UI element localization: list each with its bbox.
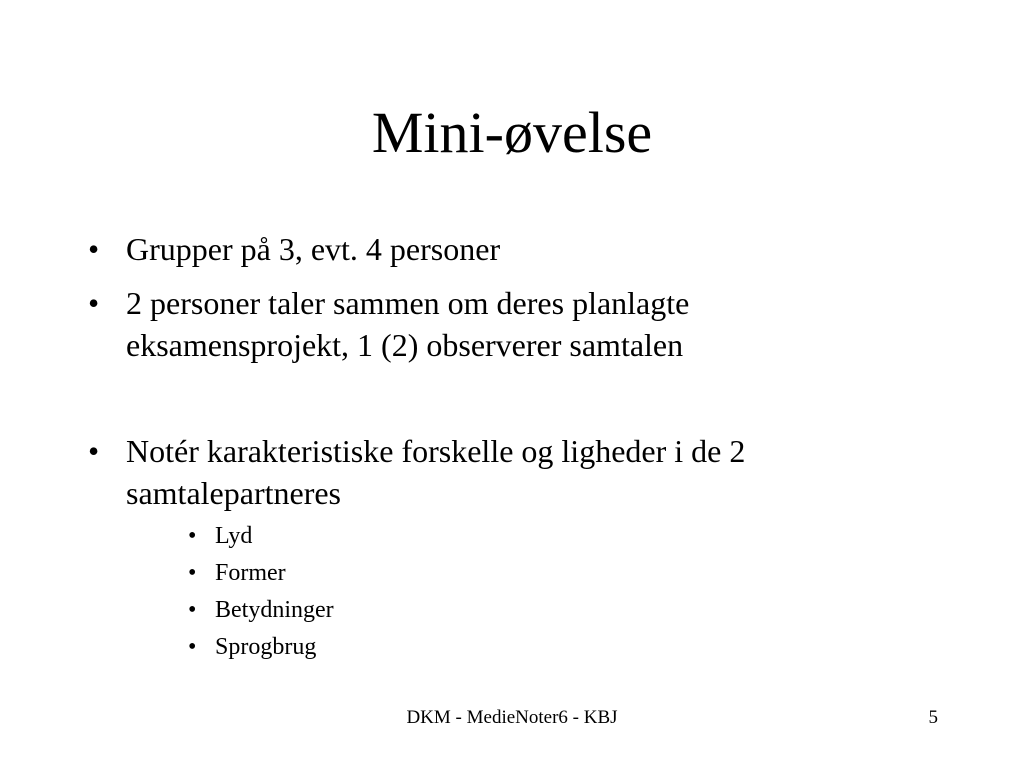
sub-bullet-text: Lyd [215,523,253,549]
sub-bullet-marker: • [188,597,197,623]
sub-bullet-text: Sprogbrug [215,634,317,660]
bullet-marker: • [88,231,100,267]
bullet-item [88,430,948,514]
bullet-marker: • [88,285,100,321]
sub-bullet-text: Betydninger [215,597,334,623]
sub-bullet-item [188,632,788,662]
sub-bullet-text: Former [215,560,286,586]
bullet-text: Notér karakteristiske forskelle og ligheder i de 2 samtalepartneres [126,433,746,511]
slide-footer: DKM - MedieNoter6 - KBJ [406,707,618,728]
sub-bullet-item [188,521,788,551]
bullet-item [88,228,948,270]
bullet-marker: • [88,433,100,469]
page-number: 5 [928,707,938,728]
bullet-text: Grupper på 3, evt. 4 personer [126,231,501,267]
sub-bullet-marker: • [188,560,197,586]
bullet-item [88,282,948,366]
sub-bullet-marker: • [188,523,197,549]
sub-bullet-marker: • [188,634,197,660]
sub-bullet-item [188,558,788,588]
bullet-text: 2 personer taler sammen om deres planlagte eksamensprojekt, 1 (2) observerer samtalen [126,285,690,363]
slide-title: Mini-øvelse [371,100,653,165]
sub-bullet-item [188,595,788,625]
